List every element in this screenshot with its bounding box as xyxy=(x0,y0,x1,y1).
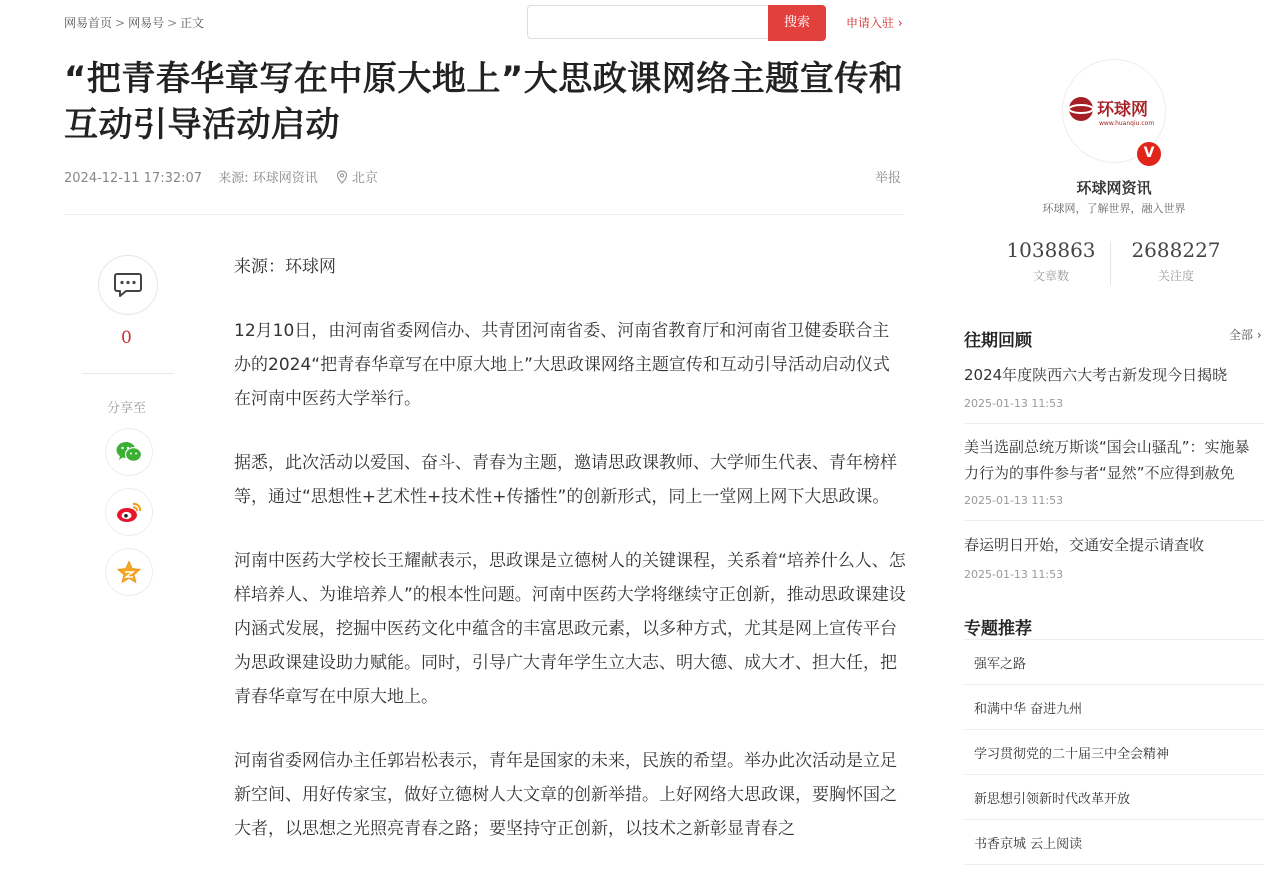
chevron-right-icon: › xyxy=(1256,328,1262,342)
topics-section-title: 专题推荐 xyxy=(964,619,1032,639)
chevron-right-icon: › xyxy=(897,16,903,30)
apply-link-label: 申请入驻 xyxy=(846,16,895,30)
logo-text: 环球网 xyxy=(1097,100,1148,120)
paragraph: 12月10日，由河南省委网信办、共青团河南省委、河南省教育厅和河南省卫健委联合主办的2024“把青春华章写在中原大地上”大思政课网络主题宣传和互动引导活动启动仪式在河南中医药大学举行。 xyxy=(234,321,890,409)
topic-item[interactable]: 书香京城 云上阅读 xyxy=(974,837,1083,852)
past-divider xyxy=(964,520,1264,521)
past-item-title[interactable]: 美当选副总统万斯谈“国会山骚乱”：实施暴力行为的事件参与者“显然”不应得到赦免 xyxy=(964,438,1250,482)
topic-divider xyxy=(964,639,1264,640)
past-section-title: 往期回顾 xyxy=(964,331,1032,351)
weibo-icon xyxy=(115,500,143,524)
breadcrumb xyxy=(64,14,204,31)
paragraph: 河南中医药大学校长王耀献表示，思政课是立德树人的关键课程，关系着“培养什么人、怎样培养人、为谁培养人”的根本性问题。河南中医药大学将继续守正创新，推动思政课建设内涵式发展，挖掘中医药文化中蕴含的丰富思政元素，以多种方式，尤其是网上宣传平台为思政课建设助力赋能。同时，引导广大青年学生立大志、明大德、成大才、担大任，把青春华章写在中原大地上。 xyxy=(234,551,906,707)
breadcrumb-current: 正文 xyxy=(180,16,205,30)
breadcrumb-separator: > xyxy=(115,16,126,30)
topic-divider xyxy=(964,729,1264,730)
articles-count: 1038863 xyxy=(1006,238,1096,262)
share-favorite-button[interactable] xyxy=(105,548,153,596)
search-input[interactable] xyxy=(527,5,769,39)
comment-count[interactable]: 0 xyxy=(121,328,132,348)
paragraph: 据悉，此次活动以爱国、奋斗、青春为主题，邀请思政课教师、大学师生代表、青年榜样等，通过“思想性+艺术性+技术性+传播性”的创新形式，同上一堂网上网下大思政课。 xyxy=(234,453,897,507)
past-more-link[interactable] xyxy=(1229,326,1262,343)
account-name[interactable]: 环球网资讯 xyxy=(1076,179,1152,197)
article-meta xyxy=(64,167,378,186)
breadcrumb-separator: > xyxy=(167,16,178,30)
share-label: 分享至 xyxy=(107,401,147,416)
breadcrumb-home-link[interactable]: 网易首页 xyxy=(64,16,113,30)
past-item-time: 2025-01-13 11:53 xyxy=(964,494,1064,507)
topic-item[interactable]: 和满中华 奋进九州 xyxy=(974,702,1083,717)
topic-divider xyxy=(964,819,1264,820)
location xyxy=(336,167,378,186)
share-wechat-button[interactable] xyxy=(105,428,153,476)
topic-divider xyxy=(964,774,1264,775)
publish-time: 2024-12-11 17:32:07 xyxy=(64,171,203,186)
past-item-time: 2025-01-13 11:53 xyxy=(964,397,1064,410)
rail-divider xyxy=(82,373,174,374)
past-item-time: 2025-01-13 11:53 xyxy=(964,568,1064,581)
comment-icon xyxy=(113,272,143,298)
logo-url: www.huanqiu.com xyxy=(1099,120,1155,127)
topic-divider xyxy=(964,684,1264,685)
apply-link[interactable] xyxy=(846,14,903,31)
topic-item[interactable]: 学习贯彻党的二十届三中全会精神 xyxy=(974,747,1170,762)
articles-label: 文章数 xyxy=(1032,269,1069,283)
location-pin-icon xyxy=(336,170,348,184)
search-button[interactable]: 搜索 xyxy=(768,5,826,41)
topic-item[interactable]: 新思想引领新时代改革开放 xyxy=(974,792,1131,807)
breadcrumb-hao-link[interactable]: 网易号 xyxy=(128,16,165,30)
verified-badge: V xyxy=(1135,140,1163,168)
topic-divider xyxy=(964,864,1264,865)
report-link[interactable]: 举报 xyxy=(875,171,902,186)
paragraph: 来源：环球网 xyxy=(234,257,336,277)
topic-item[interactable]: 强军之路 xyxy=(974,657,1027,672)
follows-count: 2688227 xyxy=(1131,238,1221,262)
title-divider xyxy=(64,214,904,215)
past-item-title[interactable]: 2024年度陕西六大考古新发现今日揭晓 xyxy=(964,366,1228,384)
paragraph: 河南省委网信办主任郭岩松表示，青年是国家的未来，民族的希望。举办此次活动是立足新空间、用好传家宝，做好立德树人大文章的创新举措。上好网络大思政课，要胸怀国之大者，以思想之光照亮青春之路；要坚持守正创新，以技术之新彰显青春之 xyxy=(234,751,897,839)
past-more-label: 全部 xyxy=(1229,328,1254,342)
source: 来源: 环球网资讯 xyxy=(218,171,318,186)
account-description: 环球网，了解世界，融入世界 xyxy=(1042,202,1186,215)
comment-button[interactable] xyxy=(98,255,158,315)
location-text: 北京 xyxy=(351,171,378,186)
past-item-title[interactable]: 春运明日开始，交通安全提示请查收 xyxy=(964,536,1205,554)
article-title: “把青春华章写在中原大地上”大思政课网络主题宣传和互动引导活动启动 xyxy=(64,59,904,145)
star-icon xyxy=(116,560,142,584)
follows-label: 关注度 xyxy=(1157,269,1194,283)
wechat-icon xyxy=(115,440,143,464)
article-body xyxy=(234,250,906,876)
huanqiu-logo xyxy=(1068,91,1160,131)
past-divider xyxy=(964,423,1264,424)
share-weibo-button[interactable] xyxy=(105,488,153,536)
